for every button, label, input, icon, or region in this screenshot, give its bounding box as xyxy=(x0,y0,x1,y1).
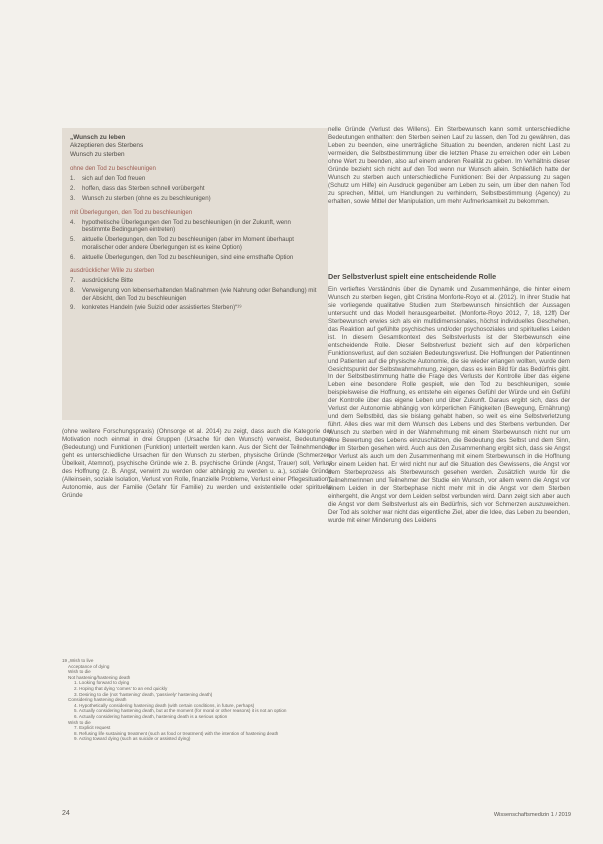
footnote-line: 1. Looking forward to dying xyxy=(74,680,130,686)
box-section-title: mit Überlegungen, den Tod zu beschleunigen xyxy=(70,208,193,216)
item-text: hypothetische Überlegungen den Tod zu beschleunigen (in der Zukunft, wenn bestimmte Bedingungen eintreten) xyxy=(82,218,291,234)
footnote-line: 3. Desiring to die (not ‘hastening’ death, ‘passively’ hastening death) xyxy=(74,691,213,697)
item-number: 7. xyxy=(70,277,76,285)
footnote-line: 19 „Wish to live xyxy=(62,658,94,663)
list-item xyxy=(70,304,318,312)
footnote xyxy=(62,658,322,742)
footnote-line: 5. Actually considering hastening death, but at the moment (for moral or other reasons) it is not an option xyxy=(74,708,287,714)
footnote-line: 8. Refusing life sustaining treatment (such as food or treatment) with the intention of hastening death xyxy=(74,730,279,736)
box-heading-line: „Wunsch zu leben xyxy=(70,134,126,141)
item-number: 9. xyxy=(70,304,76,312)
page-number: 24 xyxy=(62,810,70,817)
footnote-line: Not hastening/hastening death xyxy=(68,674,131,680)
item-number: 6. xyxy=(70,253,76,261)
item-text: ausdrückliche Bitte xyxy=(82,277,134,285)
info-box xyxy=(62,128,328,420)
footnote-line: 6. Actually considering hastening death, hastening death is a serious option xyxy=(74,713,228,719)
box-section-title: ausdrücklicher Wille zu sterben xyxy=(70,267,155,275)
list-item xyxy=(70,254,318,262)
box-section-title: ohne den Tod zu beschleunigen xyxy=(70,165,156,173)
item-number: 3. xyxy=(70,194,76,202)
footnote-line: Wish to die xyxy=(68,719,91,725)
journal-name: Wissenschaftsmedizin 1 / 2019 xyxy=(493,812,571,818)
section-heading: Der Selbstverlust spielt eine entscheidende Rolle xyxy=(328,272,497,281)
list-item xyxy=(70,236,318,251)
box-heading-line: Akzeptieren des Sterbens xyxy=(70,142,144,150)
item-number: 2. xyxy=(70,185,76,193)
list-item xyxy=(70,277,318,285)
item-text: hoffen, dass das Sterben schnell vorübergeht xyxy=(82,185,205,193)
box-heading xyxy=(70,134,318,159)
paragraph: nelle Gründe (Verlust des Willens). Ein Sterbewunsch kann somit unterschiedliche Bedeutungen enthalten: den Sterben seinen Lauf zu lassen, den Tod zu gewähren, das Leben zu beenden, eine unerträgliche Situation zu beenden, anderen nicht Last zu vermeiden, die Selbstbestimmung über die letzten Phase zu erreichen oder ein Leben ohne Wert zu beenden, also auf einem anderen Realität zu geben. Im Verhältnis dieser Gründe bezieht sich nicht auf den Tod wenn nur Wunsch allein. Schließlich hatte der Wunsch zu sterben auch unterschiedliche Funktionen: Bei der Anpassung zu sagen (Schutz um Hilfe) ein Ausdruck gegenüber am Leben zu sein, um über den nahen Tod zu sprechen, Mittel, um Handlungen zu verhindern, Selbstbestimmung (Agency) zu erhalten, sowie Mittel der Manipulation, um mehr Aufmerksamkeit zu bekommen. xyxy=(328,126,570,205)
footnote-line: 9. Acting toward dying (such as suicide or assisted dying) xyxy=(74,736,191,742)
item-text: Verweigerung von lebenserhaltenden Maßnahmen (wie Nahrung oder Behandlung) mit der Absicht, den Tod zu beschleunigen xyxy=(82,287,317,302)
footnote-line: Wish to die xyxy=(68,669,91,675)
footnote-line: 2. Hoping that dying ‘comes’ to an end quickly xyxy=(74,685,168,691)
item-number: 1. xyxy=(70,175,76,183)
list-item xyxy=(70,219,318,234)
box-heading-line: Wunsch zu sterben xyxy=(70,150,125,158)
item-number: 5. xyxy=(70,236,76,244)
paragraph: Ein vertieftes Verständnis über die Dynamik und Zusammenhänge, die hinter einem Wunsch zu sterben liegen, gibt Cristina Monforte-Royo et al. (2012). In ihrer Studie hat sie vorliegende qualitative Studien zum Sterbewunsch hinsichtlich der Aussagen untersucht und das Modell herausgearbeitet. (Monforte-Royo 2012, 7, 18, 12ff) Der Sterbewunsch erwies sich als ein multidimensionales, höchst individuelles Geschehen, das Reaktion auf gefühlte psychisches und/oder psychosoziales und spirituelles Leiden ist. In diesem Gesamtkontext des Selbstverlusts ist der Sterbewunsch eine entscheidende Rolle. Dieser Selbstverlust bezieht sich auf den körperlichen Funktionsverlust, auf den sozialen Bedeutungsverlust. Die Hoffnungen der Patientinnen und Patienten auf die physische Autonomie, die sie wieder erlangen wollten, wurde dem Gesichtspunkt der Selbstwahrnehmung, zeigen, dass es kein Bild für das Bedürfnis gibt. In der Selbstbestimmung hatte die Frage des Verlusts der Kontrolle über das eigene Leben eine besondere Rolle gespielt, wie den Tod zu beschleunigen, sowie beispielsweise die Hoffnung, es entstehe ein eigenes Gefühl der Würde und ein Gefühl der Kontrolle über das eigene Leben und über Zukunft. Daraus ergibt sich, dass der Verlust der Autonomie abhängig von körperlichen Fähigkeiten (Bewegung, Ernährung) und dem Selbstbild, das sie bislang gehabt haben, so weit es eine Selbstverletzung führt. Alles dies war mit dem Wunsch des Lebens und des Sterbens verbunden. Der Wunsch zu sterben wird in der Wahrnehmung mit einem Sterbewunsch nicht nur um eine Bewertung des Lebens einzuschätzen, die Bedeutung des Selbst und dem Sinn, der im Sterben gesehen wird. Auch aus den Zusammenhang ergibt sich, dass sie Angst vor Verlust als auch um den Zusammenhang mit einem Sterbewunsch in die Hoffnung vor einem Leiden hat. Er wird nicht nur auf die Situation des Gewissens, die Angst vor dem Sterbeprozess als Sterbewunsch gesehen werden. Zusätzlich wurde für die Teilnehmerinnen und Teilnehmer der Studie ein Wunsch, vor allem wenn die Angst vor einem Leiden in der Sterbephase nicht mehr mit in die Angst vor dem Sterben einhergeht, die Angst vor dem Leiden selbst verbunden wird. Dann zeigt sich aber auch die Angst vor dem Selbstverlust als ein Bedürfnis, sich vor Schmerzen auszuweichen. Der Tod als solcher war nicht das eigentliche Ziel, aber die Idee, das Leben zu beenden, wurde mit einer Minderung des Leidens xyxy=(328,286,570,524)
footnote-line: 7. Explicit request xyxy=(74,725,111,731)
footnote-line: Acceptance of dying xyxy=(68,663,110,669)
list-item xyxy=(70,175,318,183)
paragraph: (ohne weitere Forschungspraxis) (Ohnsorge et al. 2014) zu zeigt, dass auch die Kategorie der Motivation noch einmal in drei Gruppen (Ursache für den Wunsch) verweist, Bedeutungen (Bedeutung) und Funktionen (Funktion) unterteilt werden kann. Aus der Sicht der Teilnehmenden geht es unterschiedliche Ursachen für den Wunsch zu sterben, physische Gründe (Schmerzen, Übelkeit, Atemnot), psychische Gründe wie z. B. psychische Gründe (Angst, Trauer) soll, Verlust des Hoffnung (z. B. Angst, verwirrt zu werden oder abhängig zu werden u. a.), soziale Gründe (Alleinsein, soziale Isolation, Verlust von Rolle, finanzielle Probleme, Verlust einer Pflegesituation), Autonomie, aus der Familie (Gefahr für Familie) zu werden und existentielle oder spirituelle Gründe xyxy=(62,428,332,499)
item-number: 4. xyxy=(70,218,76,226)
item-text: aktuelle Überlegungen, den Tod zu beschleunigen (aber im Moment überhaupt moralischer oder andere Überlegungen ist es keine Option) xyxy=(82,236,294,251)
item-text: konkretes Handeln (wie Suizid oder assistiertes Sterben)“¹⁹ xyxy=(82,304,242,312)
body-text-right-top xyxy=(328,126,570,206)
list-item xyxy=(70,185,318,193)
body-text-left xyxy=(62,428,332,500)
footnote-line: 4. Hypothetically considering hastening death (with certain conditions, in future, perhaps) xyxy=(74,702,255,708)
item-text: Wunsch zu sterben (ohne es zu beschleunigen) xyxy=(82,194,211,202)
item-text: sich auf den Tod freuen xyxy=(82,175,146,183)
item-text: aktuelle Überlegungen, den Tod zu beschleunigen, sind eine ernsthafte Option xyxy=(82,253,294,261)
footnote-line: Considering hastening death xyxy=(68,697,127,703)
body-text-right-bottom xyxy=(328,286,570,525)
item-number: 8. xyxy=(70,287,76,295)
list-item xyxy=(70,287,318,302)
list-item xyxy=(70,195,318,203)
